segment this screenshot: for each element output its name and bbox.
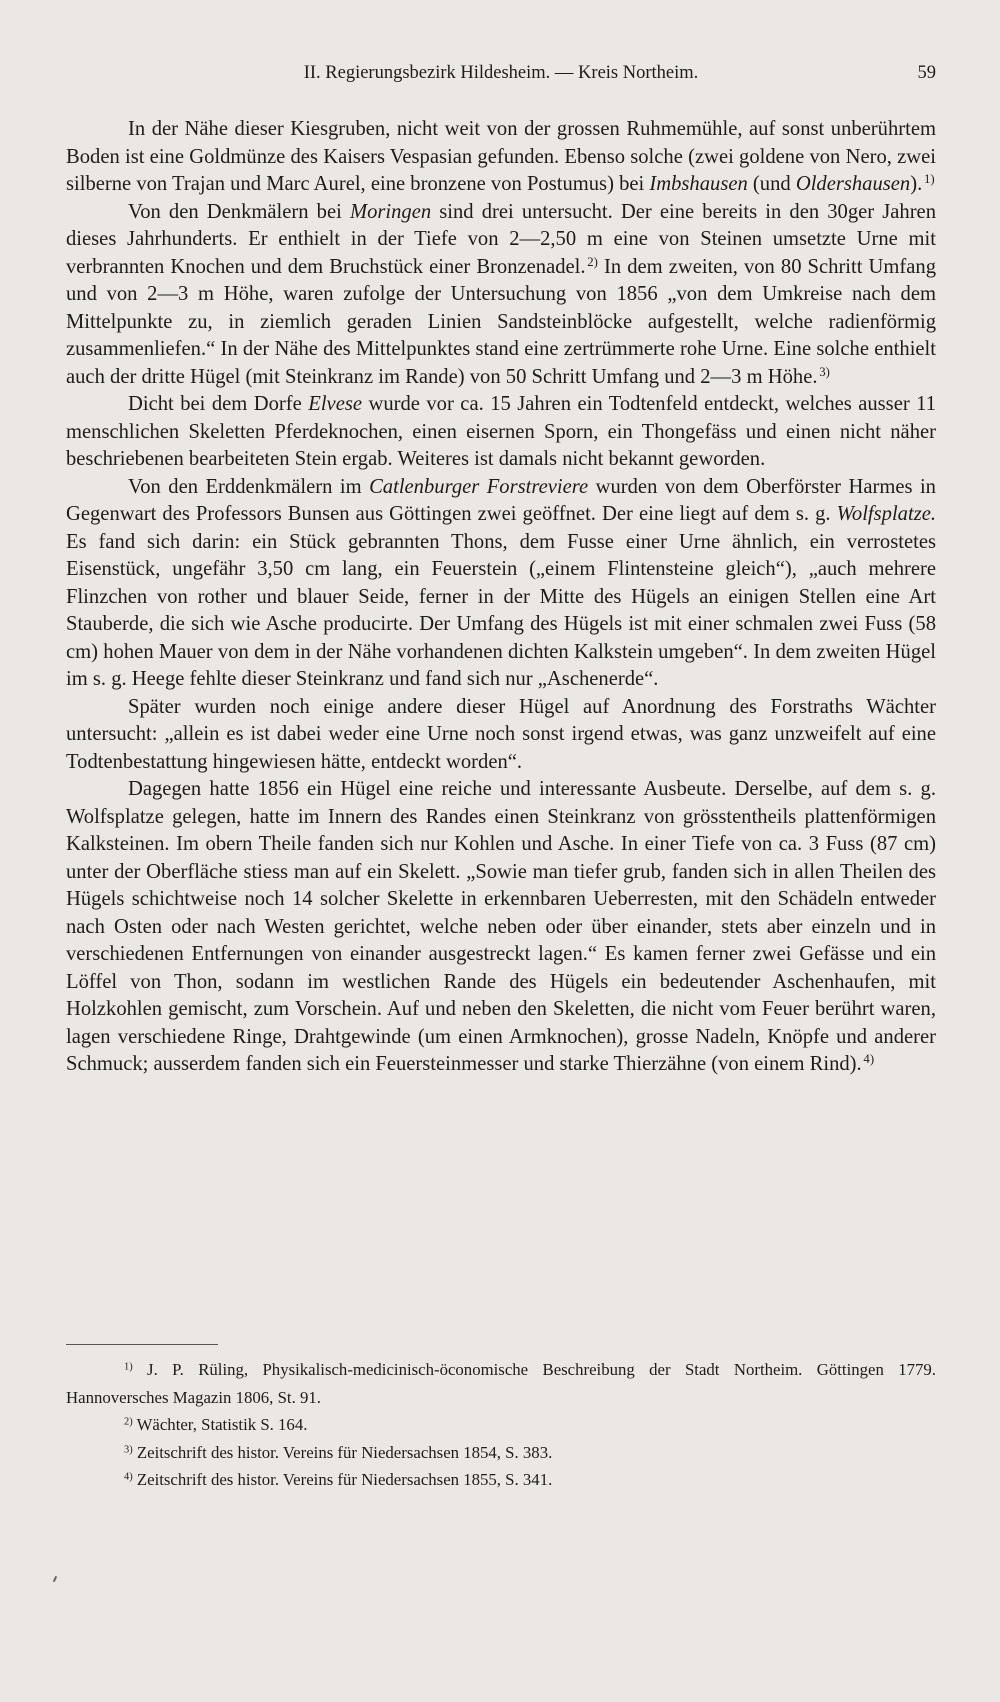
footnote-ref: 4) xyxy=(863,1051,875,1066)
text-run: Dagegen hatte 1856 ein Hügel eine reiche und interessante Ausbeute. Derselbe, auf dem s. g. Wolfsplatze gelegen, hatte im Innern des Randes einen Steinkranz von grösstentheils plattenförmigen Kalksteinen. Im obern Theile fanden sich nur Kohlen und Asche. In einer Tiefe von ca. 3 Fuss (87 cm) unter der Oberfläche stiess man auf ein Skelett. „Sowie man tiefer grub, fanden sich in allen Theilen des Hügels schichtweise noch 14 solcher Skelette in erkennbaren Ueberresten, mit den Schädeln entweder nach Osten oder nach Westen gerichtet, welche neben oder über einander, stets aber einzeln und in verschiedenen Entfernungen von einander ausgestreckt lagen.“ Es kamen ferner zwei Gefässe und ein Löffel von Thon, sodann im westlichen Rande des Hügels ein bedeutender Aschenhaufen, mit Holzkohlen gemischt, zum Vorschein. Auf und neben den Skeletten, die nicht vom Feuer berührt waren, lagen verschiedene Ringe, Drahtgewinde (um einen Armknochen), grosse Nadeln, Knöpfe und anderer Schmuck; ausserdem fanden sich ein Feuersteinmesser und starke Thierzähne (von einem Rind). xyxy=(66,778,936,1075)
footnote-marker-number: 3 xyxy=(124,1443,130,1455)
footnote-marker: 1) xyxy=(124,1361,133,1373)
footnote-ref: 2) xyxy=(587,254,598,269)
paragraph xyxy=(66,116,936,199)
footnote-text: Wächter, Statistik S. 164. xyxy=(132,1415,308,1434)
paragraph xyxy=(66,694,936,777)
paragraph xyxy=(66,474,936,694)
running-head-title: II. Regierungsbezirk Hildesheim. — Kreis Northeim. xyxy=(303,63,699,83)
place-name: Elvese xyxy=(308,393,362,415)
paragraph xyxy=(66,391,936,474)
text-run: Von den Erddenkmälern im xyxy=(128,475,370,498)
footnote-text: J. P. Rüling, Physikalisch-medicinisch-öconomische Beschreibung der Stadt Northeim. Göttingen 1779. Hannoversches Magazin 1806, St. 91. xyxy=(66,1360,936,1407)
text-run: sind drei untersucht. Der eine bereits in den 30ger Jahren dieses Jahrhunderts. Er enthielt in der Tiefe von 2—2,50 m eine von Steinen umsetzte Urne mit verbrannten Knochen und dem Bruchstück einer Bronzenadel. xyxy=(66,200,936,278)
place-name: Moringen xyxy=(349,200,432,223)
place-name: Catlenburger Forstreviere xyxy=(369,475,589,498)
footnote-ref-number: 2 xyxy=(587,254,594,269)
text-run: Später wurden noch einige andere dieser Hügel auf Anordnung des Forstraths Wächter untersucht: „allein es ist dabei weder eine Urne noch sonst irgend etwas, was ganz unzweifelt auf eine Todtenbestattung hingewiesen hätte, entdeckt worden“. xyxy=(66,695,936,773)
place-name: Wolfsplatze. xyxy=(836,503,936,525)
footnote-marker: 3) xyxy=(124,1443,133,1455)
text-run: Von den Denkmälern bei xyxy=(128,200,350,223)
main-text xyxy=(66,116,936,1079)
text-run: ). xyxy=(910,173,923,195)
footnote-text: Zeitschrift des histor. Vereins für Niedersachsen 1854, S. 383. xyxy=(132,1442,553,1462)
text-run: In der Nähe dieser Kiesgruben, nicht weit von der grossen Ruhmemühle, auf sonst unberührtem Boden ist eine Goldmünze des Kaisers Vespasian gefunden. Ebenso solche (zwei goldene von Nero, zwei silberne von Trajan und Marc Aurel, eine bronzene von Postumus) bei xyxy=(66,118,936,195)
text-run: Es fand sich darin: ein Stück gebrannten Thons, dem Fusse einer Urne ähnlich, ein verrostetes Eisenstück, ungefähr 3,50 cm lang, ein Feuerstein („einem Flintensteine gleich“), „auch mehrere Flinzchen von rother und blauer Seide, ferner in der Mitte des Hügels an einigen Stellen eine Art Stauberde, die sich wie Asche producirte. Der Umfang des Hügels ist mit einer schmalen zwei Fuss (58 cm) hohen Mauer von dem in der Nähe vorhandenen dichten Kalkstein umgeben“. In dem zweiten Hügel im s. g. Heege fehlte dieser Steinkranz und fand sich nur „Aschenerde“. xyxy=(66,530,936,690)
paragraph xyxy=(66,776,936,1079)
text-run: wurde vor ca. 15 Jahren ein Todtenfeld entdeckt, welches ausser 11 menschlichen Skeletten Pferdeknochen, einen eisernen Sporn, ein Thongefäss und einen nicht näher beschriebenen bearbeiteten Stein ergab. Weiteres ist damals nicht bekannt geworden. xyxy=(66,393,936,470)
footnote-marker-number: 2 xyxy=(124,1416,130,1428)
footnote xyxy=(66,1466,936,1494)
footnote-marker: 2) xyxy=(124,1416,133,1428)
text-run: In dem zweiten, von 80 Schritt Umfang und von 2—3 m Höhe, waren zufolge der Untersuchung von 1856 „von dem Umkreise nach dem Mittelpunkte zu, in ziemlich geraden Linien Sandsteinblöcke aufgestellt, welche radienförmig zusammenliefen.“ In der Nähe des Mittelpunktes stand eine zertrümmerte rohe Urne. Eine solche enthielt auch der dritte Hügel (mit Steinkranz im Rande) von 50 Schritt Umfang und 2—3 m Höhe. xyxy=(66,255,937,388)
footnote xyxy=(66,1356,936,1411)
stray-ink-mark xyxy=(53,1576,57,1582)
page-number: 59 xyxy=(917,63,936,83)
footnote-ref: 1) xyxy=(923,171,935,186)
place-name: Imbshausen xyxy=(649,173,748,195)
footnotes xyxy=(66,1356,936,1494)
footnote xyxy=(66,1439,936,1467)
footnote-marker-number: 4 xyxy=(124,1471,130,1483)
place-name: Oldershausen xyxy=(795,173,911,195)
footnote xyxy=(66,1411,936,1439)
footnote-text: Zeitschrift des histor. Vereins für Niedersachsen 1855, S. 341. xyxy=(132,1470,553,1489)
footnote-marker: 4) xyxy=(124,1471,133,1483)
footnote-marker-number: 1 xyxy=(124,1361,130,1373)
footnote-ref: 3) xyxy=(819,364,830,379)
paragraph xyxy=(66,199,936,392)
text-run: wurden von dem Oberförster Harmes in Gegenwart des Professors Bunsen aus Göttingen zwei geöffnet. Der eine liegt auf dem s. g. xyxy=(66,475,936,525)
footnote-ref-number: 1 xyxy=(923,171,931,186)
text-run: Dicht bei dem Dorfe xyxy=(128,393,309,415)
running-head xyxy=(66,60,936,86)
footnote-ref-number: 4 xyxy=(863,1051,870,1066)
footnote-ref-number: 3 xyxy=(819,364,826,379)
footnote-divider xyxy=(66,1344,218,1345)
text-run: (und xyxy=(747,173,796,195)
